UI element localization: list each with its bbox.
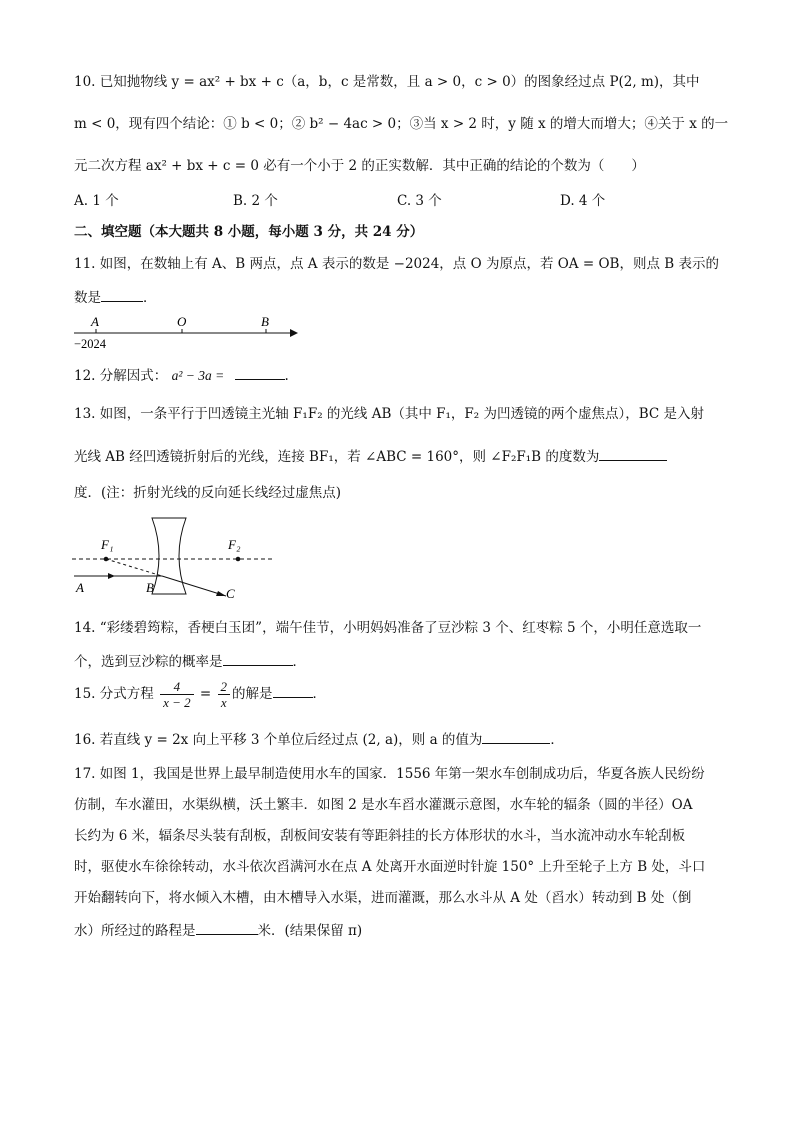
q15-equals: =	[199, 686, 212, 702]
q17-line-1: 17. 如图 1，我国是世界上最早制造使用水车的国家．1556 年第一架水车创制成功后，华夏各族人民纷纷	[74, 766, 705, 782]
q10-option-d: D. 4 个	[560, 193, 606, 209]
q16-suffix: ．	[550, 732, 564, 748]
q11-answer-blank[interactable]	[101, 287, 143, 302]
q12-answer-blank[interactable]	[235, 365, 285, 380]
q13-line-2	[74, 446, 667, 466]
q11-line-2	[74, 287, 157, 307]
q16-prefix: 16. 若直线 y = 2x 向上平移 3 个单位后经过点 (2, a)，则 a 的值为	[74, 732, 483, 748]
q15-prefix: 15. 分式方程	[74, 686, 154, 702]
q11-prefix: 数是	[74, 290, 101, 306]
q10-option-c: C. 3 个	[397, 193, 442, 209]
q13-line-1: 13. 如图，一条平行于凹透镜主光轴 F₁F₂ 的光线 AB（其中 F₁，F₂ 为凹透镜的两个虚焦点），BC 是入射	[74, 406, 705, 422]
q10-line-1: 10. 已知抛物线 y = ax² + bx + c（a，b，c 是常数，且 a > 0，c > 0）的图象经过点 P(2, m)，其中	[74, 74, 700, 90]
lens-figure	[66, 512, 296, 604]
q12-prefix: 12. 分解因式：	[74, 368, 168, 384]
number-line-figure	[66, 310, 306, 352]
q13-answer-blank[interactable]	[599, 446, 667, 461]
q17-line-6	[74, 920, 362, 940]
q15-frac1-numerator: 4	[173, 679, 181, 694]
label-a: A	[76, 580, 84, 595]
q10-option-a: A. 1 个	[74, 193, 119, 209]
q17-prefix: 水）所经过的路程是	[74, 923, 196, 939]
q13-prefix: 光线 AB 经凹透镜折射后的光线，连接 BF₁，若 ∠ABC = 160°，则 ∠F₂F₁B 的度数为	[74, 449, 600, 465]
q17-line-2: 仿制，车水灌田，水渠纵横，沃土繁丰．如图 2 是水车舀水灌溉示意图，水车轮的辐条（圆的半径）OA	[74, 797, 693, 813]
q17-line-5: 开始翻转向下，将水倾入木槽，由木槽导入水渠，进而灌溉，那么水斗从 A 处（舀水）转动到 B 处（倒	[74, 890, 692, 906]
q16-line	[74, 729, 564, 749]
q15-answer-blank[interactable]	[273, 683, 313, 698]
q15-mid: 的解是	[232, 686, 273, 702]
incident-ray-arrow	[108, 573, 115, 579]
q15-frac2-denominator: x	[218, 694, 231, 710]
concave-lens	[152, 518, 186, 594]
q17-line-3: 长约为 6 米，辐条尽头装有刮板，刮板间安装有等距斜挂的长方体形状的水斗，当水流冲动水车轮刮板	[74, 828, 686, 844]
q14-prefix: 个，选到豆沙粽的概率是	[74, 654, 223, 670]
q17-line-4: 时，驱使水车徐徐转动，水斗依次舀满河水在点 A 处离开水面逆时针旋 150° 上升至轮子上方 B 处，斗口	[74, 859, 706, 875]
q16-answer-blank[interactable]	[482, 729, 550, 744]
q15-fraction-2	[218, 679, 231, 710]
number-line-arrow	[290, 329, 298, 337]
refracted-ray-arrow	[216, 591, 226, 596]
q14-suffix: ．	[292, 654, 306, 670]
q12-expression: a² − 3a =	[171, 368, 225, 383]
q12-suffix: .	[284, 368, 289, 384]
label-f1: F₁	[101, 537, 114, 552]
section-2-title: 二、填空题（本大题共 8 小题，每小题 3 分，共 24 分）	[74, 224, 424, 240]
focal-point-f2	[236, 557, 241, 562]
q14-line-1: 14. “彩缕碧筠粽，香梗白玉团”，端午佳节，小明妈妈准备了豆沙粽 3 个、红枣粽 5 个，小明任意选取一	[74, 620, 702, 636]
q14-answer-blank[interactable]	[223, 651, 293, 666]
q10-option-b: B. 2 个	[233, 193, 278, 209]
q10-line-2: m < 0，现有四个结论：① b < 0；② b² − 4ac > 0；③当 x > 2 时，y 随 x 的增大而增大；④关于 x 的一	[74, 116, 729, 132]
q17-answer-blank[interactable]	[196, 920, 258, 935]
refracted-ray-bc	[162, 576, 226, 596]
q11-line-1: 11. 如图，在数轴上有 A、B 两点，点 A 表示的数是 −2024，点 O 为原点，若 OA = OB，则点 B 表示的	[74, 256, 719, 272]
label-b: B	[146, 580, 154, 595]
q12-line	[74, 365, 289, 385]
q11-suffix: ．	[143, 290, 157, 306]
q10-options	[74, 192, 714, 210]
q15-frac2-numerator: 2	[220, 679, 228, 694]
q17-suffix: 米．(结果保留 π)	[257, 923, 363, 939]
q14-line-2	[74, 651, 306, 671]
q15-suffix: ．	[312, 686, 327, 702]
q15-fraction-1	[160, 679, 194, 710]
label-a: A	[91, 314, 99, 329]
label-o: O	[177, 314, 187, 329]
q13-line-3: 度．(注：折射光线的反向延长线经过虚焦点)	[74, 485, 342, 501]
q10-line-3: 元二次方程 ax² + bx + c = 0 必有一个小于 2 的正实数解．其中正确的结论的个数为（ ）	[74, 158, 645, 174]
label-c: C	[226, 586, 235, 601]
label-b: B	[261, 314, 269, 329]
q15-line	[74, 678, 326, 710]
dashed-line-bf1	[106, 559, 162, 576]
label-f2: F₂	[228, 537, 241, 552]
q15-frac1-denominator: x − 2	[160, 694, 194, 710]
label-a-value: −2024	[74, 337, 107, 351]
